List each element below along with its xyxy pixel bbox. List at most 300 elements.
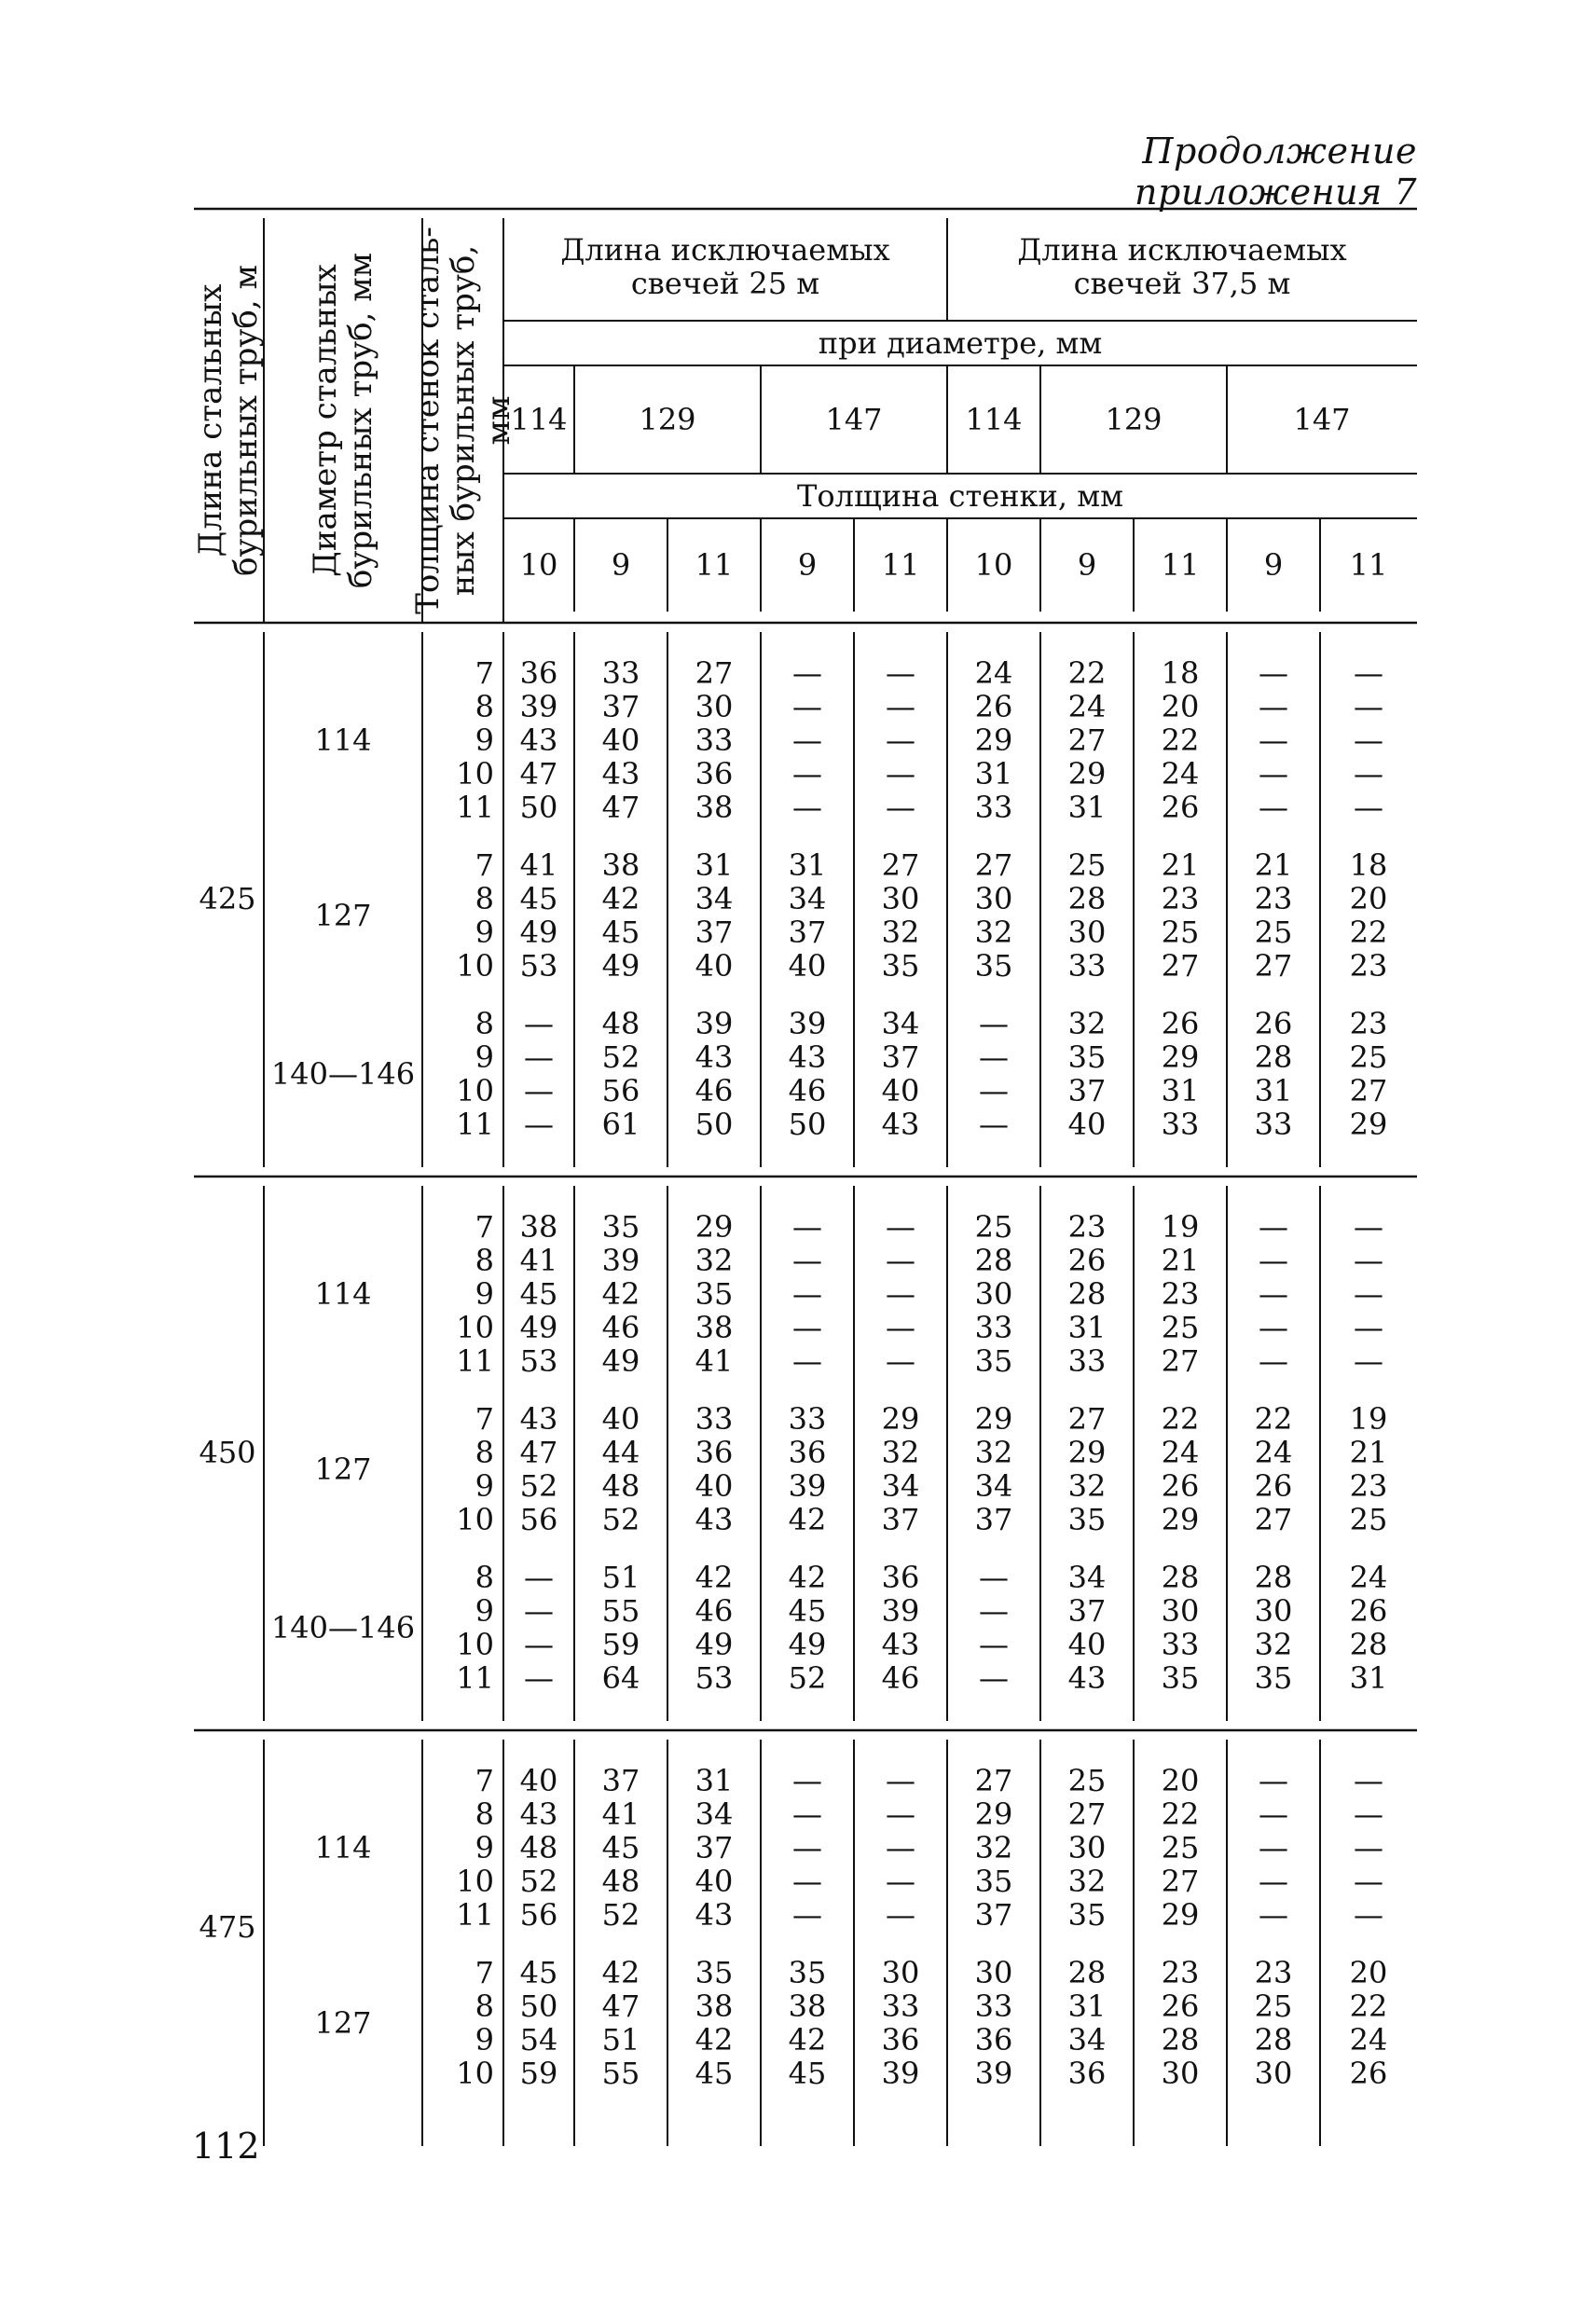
table-cell: — (1354, 1343, 1383, 1379)
table-cell: 53 (519, 1343, 558, 1379)
table-cell: 20 (1349, 1955, 1388, 1990)
table-cell: 33 (788, 1401, 827, 1437)
table-cell: 18 (1161, 655, 1200, 691)
table-cell: 47 (601, 1989, 640, 2024)
header-diameter-0: 114 (510, 402, 568, 437)
table-cell: 28 (1067, 881, 1107, 916)
table-cell: 32 (1067, 1006, 1107, 1041)
table-cell: 25 (1161, 1310, 1200, 1345)
table-cell: 40 (695, 1468, 734, 1504)
header-thickness-2: 11 (695, 547, 734, 583)
table-cell: 30 (1161, 2056, 1200, 2091)
table-cell: 22 (1349, 915, 1388, 950)
table-cell: 30 (974, 1955, 1013, 1990)
table-cell: 32 (881, 1435, 920, 1470)
table-cell: 22 (1067, 655, 1107, 691)
table-cell: 26 (974, 689, 1013, 724)
table-cell: 38 (695, 1310, 734, 1345)
table-cell: 21 (1349, 1435, 1388, 1470)
header-diameter-2: 147 (825, 402, 883, 437)
table-cell: 38 (695, 1989, 734, 2024)
row-wall-thickness: 10 (456, 2056, 494, 2091)
table-cell: 47 (519, 1435, 558, 1470)
table-cell: 23 (1161, 1955, 1200, 1990)
table-cell: 43 (695, 1039, 734, 1075)
table-cell: 31 (1349, 1660, 1388, 1696)
table-cell: 34 (1067, 1560, 1107, 1595)
table-cell: — (979, 1660, 1009, 1696)
table-cell: 26 (1161, 790, 1200, 825)
row-wall-thickness: 10 (456, 1627, 494, 1662)
length-label: 475 (199, 1909, 256, 1945)
table-cell: 48 (601, 1864, 640, 1899)
table-cell: 37 (695, 1830, 734, 1865)
table-cell: 28 (1254, 1039, 1293, 1075)
table-cell: 40 (881, 1073, 920, 1108)
row-wall-thickness: 9 (475, 1830, 494, 1865)
table-cell: — (524, 1627, 554, 1662)
table-cell: — (1259, 1243, 1288, 1278)
length-label: 450 (199, 1435, 256, 1470)
table-cell: 40 (788, 948, 827, 984)
table-cell: — (792, 1864, 822, 1899)
table-cell: — (1354, 1796, 1383, 1832)
table-cell: — (524, 1107, 554, 1142)
table-cell: 33 (1161, 1107, 1200, 1142)
header-diameter-1: 129 (639, 402, 696, 437)
header-diameter: Диаметр стальных бурильных труб, мм (307, 252, 379, 589)
table-cell: 43 (881, 1107, 920, 1142)
table-cell: 40 (1067, 1627, 1107, 1662)
table-cell: — (524, 1039, 554, 1075)
table-cell: 32 (695, 1243, 734, 1278)
row-wall-thickness: 9 (475, 1276, 494, 1312)
table-cell: — (1259, 1209, 1288, 1245)
row-wall-thickness: 8 (475, 1989, 494, 2024)
table-cell: 40 (695, 948, 734, 984)
table-cell: — (886, 1276, 915, 1312)
table-cell: 30 (1254, 2056, 1293, 2091)
table-cell: 29 (974, 1401, 1013, 1437)
table-cell: 23 (1161, 881, 1200, 916)
table-cell: 25 (1349, 1039, 1388, 1075)
table-cell: 36 (788, 1435, 827, 1470)
row-wall-thickness: 7 (475, 1955, 494, 1990)
table-cell: 37 (881, 1039, 920, 1075)
table-cell: 49 (519, 1310, 558, 1345)
header-thickness-3: 9 (797, 547, 818, 583)
row-wall-thickness: 11 (456, 790, 494, 825)
table-cell: 42 (601, 1276, 640, 1312)
table-cell: 49 (788, 1627, 827, 1662)
table-cell: 49 (601, 1343, 640, 1379)
table-cell: 25 (1349, 1502, 1388, 1537)
table-cell: 28 (1254, 1560, 1293, 1595)
table-cell: — (1259, 790, 1288, 825)
table-cell: 35 (695, 1955, 734, 1990)
table-cell: 33 (1067, 948, 1107, 984)
header-thickness-0: 10 (519, 547, 558, 583)
table-cell: 27 (1067, 1401, 1107, 1437)
table-cell: 20 (1161, 689, 1200, 724)
table-cell: — (1354, 1310, 1383, 1345)
table-cell: 45 (601, 1830, 640, 1865)
table-cell: 31 (1161, 1073, 1200, 1108)
row-wall-thickness: 10 (456, 1864, 494, 1899)
table-cell: 56 (519, 1502, 558, 1537)
table-cell: 24 (1161, 756, 1200, 791)
table-cell: 37 (974, 1502, 1013, 1537)
table-cell: 25 (1067, 1763, 1107, 1798)
header-wall-thickness: Толщина стенок сталь- ных бурильных труб, мм (409, 227, 517, 614)
table-cell: 35 (1067, 1502, 1107, 1537)
table-cell: 25 (1254, 1989, 1293, 2024)
table-cell: 30 (1254, 1593, 1293, 1629)
table-cell: 41 (519, 847, 558, 883)
table-cell: 33 (695, 1401, 734, 1437)
table-cell: 33 (974, 1310, 1013, 1345)
table-cell: 36 (695, 756, 734, 791)
table-cell: 26 (1161, 1006, 1200, 1041)
row-wall-thickness: 8 (475, 1006, 494, 1041)
row-wall-thickness: 10 (456, 1502, 494, 1537)
table-cell: 42 (601, 881, 640, 916)
table-cell: — (1259, 1310, 1288, 1345)
table-cell: 24 (1067, 689, 1107, 724)
table-cell: 26 (1254, 1006, 1293, 1041)
row-wall-thickness: 8 (475, 1560, 494, 1595)
table-cell: 27 (695, 655, 734, 691)
table-cell: 35 (601, 1209, 640, 1245)
table-cell: — (792, 655, 822, 691)
header-at-diameter: при диаметре, мм (818, 325, 1103, 361)
table-cell: 33 (881, 1989, 920, 2024)
table-cell: 23 (1161, 1276, 1200, 1312)
diameter-label: 114 (314, 1830, 372, 1865)
table-cell: — (792, 1897, 822, 1933)
table-cell: 28 (1067, 1955, 1107, 1990)
table-cell: 19 (1349, 1401, 1388, 1437)
row-wall-thickness: 11 (456, 1660, 494, 1696)
table-cell: 32 (974, 915, 1013, 950)
table-cell: 39 (519, 689, 558, 724)
table-cell: 52 (788, 1660, 827, 1696)
table-cell: — (1354, 655, 1383, 691)
table-cell: 22 (1161, 1796, 1200, 1832)
table-cell: — (1259, 1897, 1288, 1933)
table-cell: 32 (1067, 1864, 1107, 1899)
table-cell: — (524, 1560, 554, 1595)
table-cell: 37 (1067, 1073, 1107, 1108)
table-cell: — (886, 1830, 915, 1865)
table-cell: — (1259, 1796, 1288, 1832)
row-wall-thickness: 11 (456, 1107, 494, 1142)
table-cell: 39 (788, 1468, 827, 1504)
table-cell: — (886, 655, 915, 691)
table-cell: 56 (519, 1897, 558, 1933)
table-cell: 30 (974, 881, 1013, 916)
table-cell: 27 (1161, 1343, 1200, 1379)
table-cell: 43 (1067, 1660, 1107, 1696)
table-cell: — (1354, 790, 1383, 825)
page-number: 112 (192, 2126, 260, 2167)
table-cell: 31 (788, 847, 827, 883)
table-cell: 25 (1067, 847, 1107, 883)
table-cell: 29 (1067, 1435, 1107, 1470)
table-cell: 37 (881, 1502, 920, 1537)
table-cell: 48 (601, 1006, 640, 1041)
table-cell: 42 (695, 1560, 734, 1595)
table-cell: — (886, 1343, 915, 1379)
table-cell: 26 (1349, 2056, 1388, 2091)
table-cell: — (886, 1310, 915, 1345)
table-cell: 43 (788, 1039, 827, 1075)
table-cell: 30 (881, 1955, 920, 1990)
row-wall-thickness: 9 (475, 915, 494, 950)
table-cell: — (1354, 1897, 1383, 1933)
table-cell: — (886, 1209, 915, 1245)
table-cell: 21 (1161, 1243, 1200, 1278)
table-cell: 45 (519, 1276, 558, 1312)
table-cell: 32 (974, 1435, 1013, 1470)
table-cell: 27 (974, 1763, 1013, 1798)
table-cell: 23 (1067, 1209, 1107, 1245)
table-cell: 40 (1067, 1107, 1107, 1142)
table-cell: 27 (1161, 948, 1200, 984)
table-cell: 27 (1067, 1796, 1107, 1832)
table-cell: 29 (1161, 1039, 1200, 1075)
row-wall-thickness: 9 (475, 1039, 494, 1075)
table-cell: 51 (601, 2022, 640, 2057)
table-cell: 41 (601, 1796, 640, 1832)
table-cell: 51 (601, 1560, 640, 1595)
table-cell: 33 (1254, 1107, 1293, 1142)
table-cell: — (1259, 1830, 1288, 1865)
table-cell: 39 (601, 1243, 640, 1278)
table-cell: — (886, 1864, 915, 1899)
header-diameter-5: 147 (1293, 402, 1351, 437)
row-wall-thickness: 7 (475, 655, 494, 691)
table-cell: 41 (519, 1243, 558, 1278)
table-cell: 43 (695, 1502, 734, 1537)
header-group-25m: Длина исключаемых свечей 25 м (560, 232, 890, 301)
table-cell: 29 (1067, 756, 1107, 791)
table-cell: 45 (519, 881, 558, 916)
table-cell: 45 (519, 1955, 558, 1990)
row-wall-thickness: 9 (475, 722, 494, 758)
table-cell: 50 (519, 1989, 558, 2024)
table-cell: 42 (695, 2022, 734, 2057)
table-cell: 39 (881, 2056, 920, 2091)
table-cell: — (886, 1763, 915, 1798)
table-cell: 35 (1067, 1897, 1107, 1933)
table-cell: 30 (1161, 1593, 1200, 1629)
table-cell: 36 (1067, 2056, 1107, 2091)
row-wall-thickness: 8 (475, 689, 494, 724)
table-cell: 33 (601, 655, 640, 691)
table-cell: — (792, 1343, 822, 1379)
table-cell: 38 (601, 847, 640, 883)
row-wall-thickness: 10 (456, 1310, 494, 1345)
table-cell: 34 (1067, 2022, 1107, 2057)
table-cell: 30 (881, 881, 920, 916)
table-cell: 32 (1254, 1627, 1293, 1662)
table-cell: 35 (974, 1343, 1013, 1379)
table-cell: 35 (881, 948, 920, 984)
table-cell: 31 (695, 847, 734, 883)
table-cell: 25 (1161, 1830, 1200, 1865)
table-cell: 61 (601, 1107, 640, 1142)
table-cell: 31 (1067, 1989, 1107, 2024)
table-cell: — (886, 1796, 915, 1832)
table-cell: — (1354, 1209, 1383, 1245)
table-cell: — (1259, 689, 1288, 724)
table-cell: — (1259, 1276, 1288, 1312)
header-thickness-1: 9 (611, 547, 631, 583)
table-cell: 37 (601, 689, 640, 724)
table-cell: 54 (519, 2022, 558, 2057)
table-cell: — (886, 689, 915, 724)
table-cell: 37 (974, 1897, 1013, 1933)
table-cell: 46 (695, 1593, 734, 1629)
table-cell: 52 (519, 1864, 558, 1899)
table-cell: — (886, 756, 915, 791)
table-cell: 24 (1254, 1435, 1293, 1470)
table-cell: 47 (519, 756, 558, 791)
row-wall-thickness: 7 (475, 1209, 494, 1245)
header-thickness-6: 9 (1077, 547, 1097, 583)
row-wall-thickness: 8 (475, 1435, 494, 1470)
table-cell: 26 (1161, 1989, 1200, 2024)
table-cell: — (979, 1593, 1009, 1629)
header-group-37-5m: Длина исключаемых свечей 37,5 м (1017, 232, 1347, 301)
table-cell: — (979, 1627, 1009, 1662)
table-cell: — (792, 756, 822, 791)
table-cell: 47 (601, 790, 640, 825)
table-cell: 59 (519, 2056, 558, 2091)
diameter-label: 114 (314, 722, 372, 758)
table-cell: 24 (1349, 2022, 1388, 2057)
table-cell: 52 (519, 1468, 558, 1504)
table-cell: 52 (601, 1502, 640, 1537)
table-cell: 59 (601, 1627, 640, 1662)
table-cell: — (792, 1209, 822, 1245)
table-cell: 46 (881, 1660, 920, 1696)
table-cell: — (886, 722, 915, 758)
table-cell: 50 (519, 790, 558, 825)
table-cell: 49 (695, 1627, 734, 1662)
table-cell: 50 (695, 1107, 734, 1142)
table-cell: 22 (1349, 1989, 1388, 2024)
table-cell: — (792, 722, 822, 758)
table-cell: 35 (974, 948, 1013, 984)
table-cell: 34 (974, 1468, 1013, 1504)
table-cell: 22 (1254, 1401, 1293, 1437)
table-cell: 32 (1067, 1468, 1107, 1504)
table-cell: 32 (881, 915, 920, 950)
table-cell: — (524, 1660, 554, 1696)
table-cell: — (792, 1796, 822, 1832)
table-cell: 31 (974, 756, 1013, 791)
table-cell: 24 (1161, 1435, 1200, 1470)
table-cell: 27 (1161, 1864, 1200, 1899)
table-cell: 26 (1349, 1593, 1388, 1629)
table-cell: — (1259, 1763, 1288, 1798)
table-cell: 29 (974, 722, 1013, 758)
header-wall-thickness-label: Толщина стенки, мм (797, 478, 1123, 514)
header-thickness-9: 11 (1349, 547, 1388, 583)
table-cell: 34 (881, 1468, 920, 1504)
table-cell: 31 (1067, 790, 1107, 825)
table-cell: 26 (1161, 1468, 1200, 1504)
table-cell: 43 (695, 1897, 734, 1933)
table-cell: — (979, 1107, 1009, 1142)
table-cell: 37 (1067, 1593, 1107, 1629)
table-cell: 28 (1161, 1560, 1200, 1595)
table-cell: 27 (1254, 1502, 1293, 1537)
header-thickness-5: 10 (974, 547, 1013, 583)
table-cell: 29 (1161, 1502, 1200, 1537)
header-diameter-4: 129 (1105, 402, 1163, 437)
header-thickness-4: 11 (881, 547, 920, 583)
table-cell: 39 (974, 2056, 1013, 2091)
table-cell: 33 (1161, 1627, 1200, 1662)
table-cell: 25 (1161, 915, 1200, 950)
table-cell: — (886, 1243, 915, 1278)
table-cell: 48 (601, 1468, 640, 1504)
header-thickness-7: 11 (1161, 547, 1200, 583)
table-cell: 39 (788, 1006, 827, 1041)
row-wall-thickness: 9 (475, 2022, 494, 2057)
table-cell: 45 (695, 2056, 734, 2091)
table-cell: — (1259, 722, 1288, 758)
table-cell: 53 (519, 948, 558, 984)
table-cell: 42 (788, 2022, 827, 2057)
table-cell: 40 (601, 1401, 640, 1437)
table-cell: — (1259, 1864, 1288, 1899)
table-cell: — (979, 1073, 1009, 1108)
table-cell: 25 (1254, 915, 1293, 950)
table-cell: 53 (695, 1660, 734, 1696)
table-cell: 30 (974, 1276, 1013, 1312)
table-cell: — (792, 1310, 822, 1345)
table-cell: 32 (974, 1830, 1013, 1865)
row-wall-thickness: 9 (475, 1468, 494, 1504)
header-length: Длина стальных бурильных труб, м (192, 265, 265, 576)
table-cell: — (1259, 1343, 1288, 1379)
table-cell: 23 (1349, 1468, 1388, 1504)
table-cell: 26 (1067, 1243, 1107, 1278)
header-thickness-8: 9 (1263, 547, 1284, 583)
table-cell: — (886, 1897, 915, 1933)
table-cell: — (1354, 722, 1383, 758)
table-cell: 43 (601, 756, 640, 791)
table-cell: 35 (1067, 1039, 1107, 1075)
table-cell: 40 (519, 1763, 558, 1798)
table-cell: 35 (1161, 1660, 1200, 1696)
row-wall-thickness: 10 (456, 756, 494, 791)
table-cell: 52 (601, 1039, 640, 1075)
table-cell: 29 (1349, 1107, 1388, 1142)
header-diameter-3: 114 (965, 402, 1023, 437)
table-cell: 28 (1067, 1276, 1107, 1312)
table-cell: — (1354, 1763, 1383, 1798)
table-cell: — (792, 689, 822, 724)
table-cell: 22 (1161, 1401, 1200, 1437)
table-cell: 20 (1161, 1763, 1200, 1798)
table-cell: 36 (881, 1560, 920, 1595)
table-cell: 46 (695, 1073, 734, 1108)
